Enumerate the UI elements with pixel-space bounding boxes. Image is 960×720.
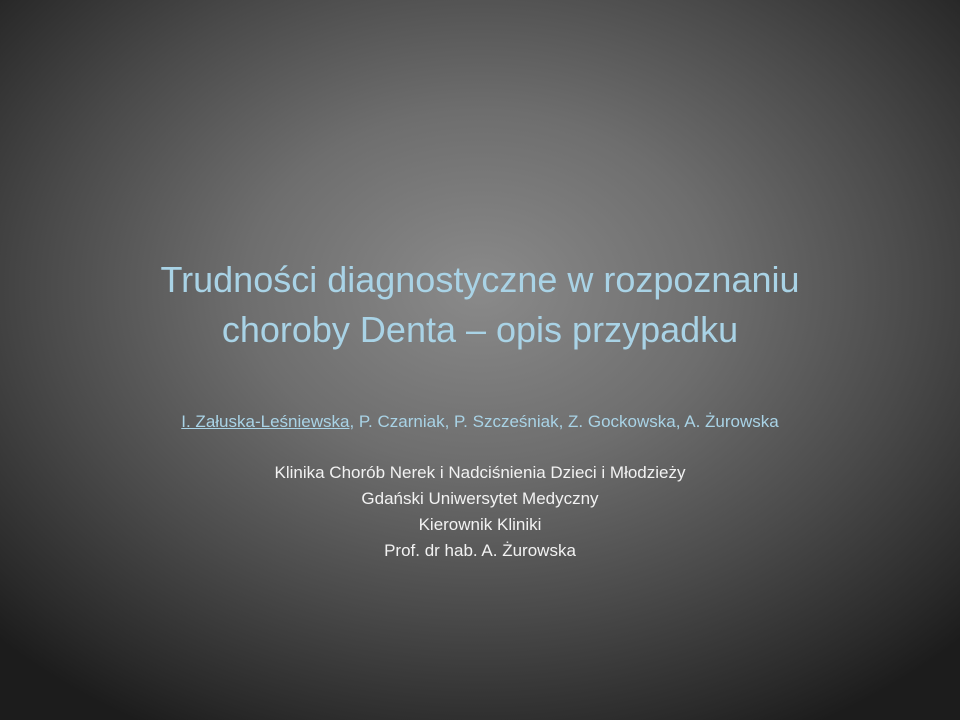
title-line-2: choroby Denta – opis przypadku bbox=[221, 309, 739, 350]
slide-title bbox=[60, 255, 900, 355]
affiliation-head-name: Prof. dr hab. A. Żurowska bbox=[384, 541, 576, 560]
author-list bbox=[60, 409, 900, 435]
affiliation-head-label: Kierownik Kliniki bbox=[418, 515, 542, 534]
first-author: I. Załuska-Leśniewska bbox=[181, 412, 350, 431]
affiliation-university: Gdański Uniwersytet Medyczny bbox=[361, 489, 599, 508]
title-line-1: Trudności diagnostyczne w rozpoznaniu bbox=[160, 259, 800, 300]
affiliation-clinic: Klinika Chorób Nerek i Nadciśnienia Dzieci i Młodzieży bbox=[274, 463, 686, 482]
co-authors: , P. Czarniak, P. Szcześniak, Z. Gockowska, A. Żurowska bbox=[349, 412, 779, 431]
affiliation-block bbox=[60, 460, 900, 564]
